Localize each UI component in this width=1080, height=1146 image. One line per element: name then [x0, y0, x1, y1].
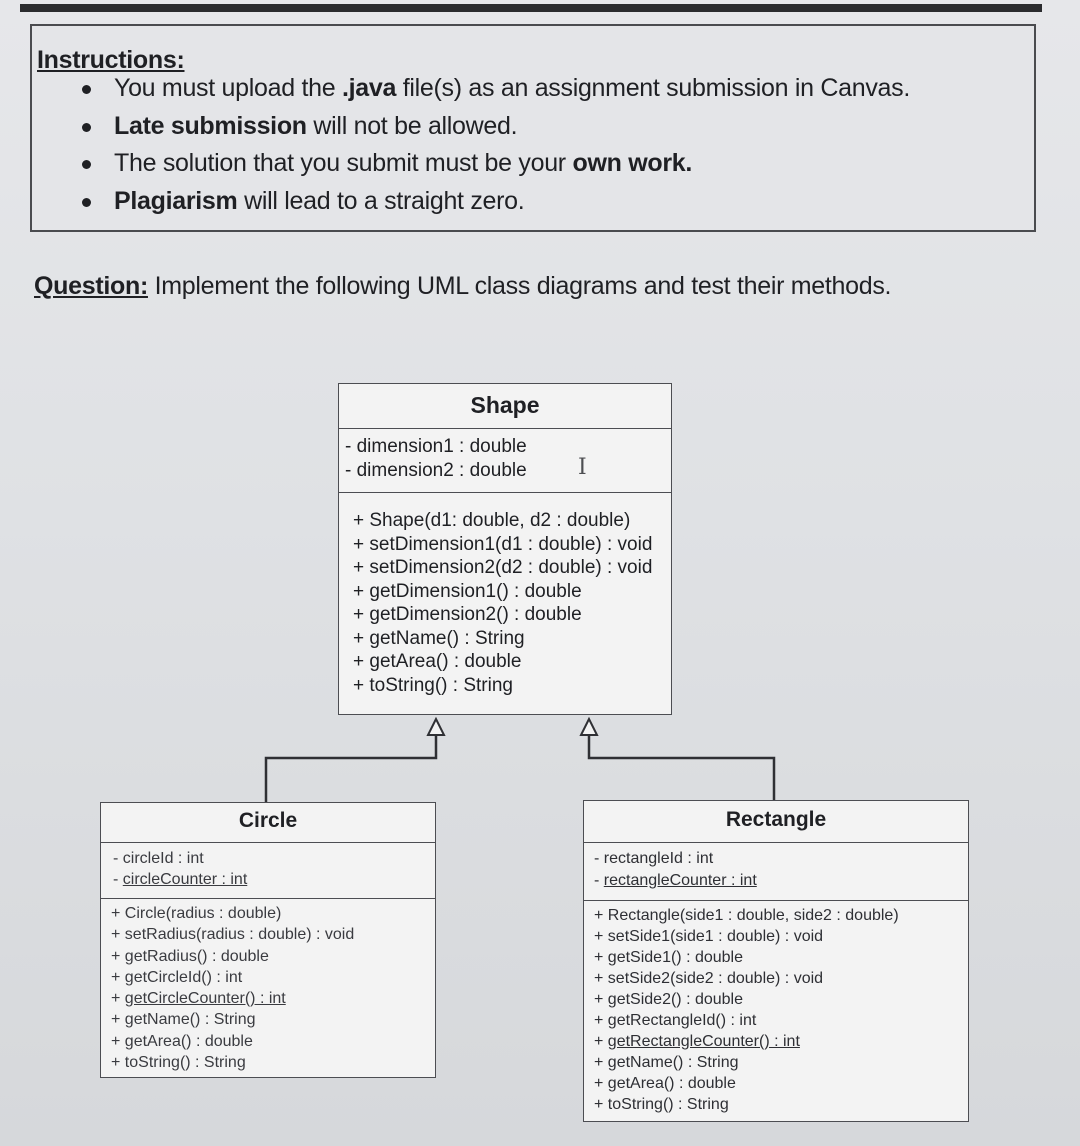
- shape-method: + getDimension1() : double: [353, 580, 582, 602]
- rectangle-inheritance-arrow-icon: [581, 719, 597, 735]
- question-text: Implement the following UML class diagrams and test their methods.: [147, 272, 892, 300]
- rectangle-method: + Rectangle(side1 : double, side2 : double): [594, 907, 899, 924]
- shape-method: + setDimension2(d2 : double) : void: [353, 557, 653, 578]
- shape-method: + getDimension2() : double: [353, 604, 582, 625]
- shape-method: + Shape(d1: double, d2 : double): [353, 510, 631, 531]
- shape-method: + setDimension1(d1 : double) : void: [353, 533, 653, 555]
- circle-method: + getArea() : double: [111, 1032, 253, 1050]
- shape-class-name: Shape: [339, 384, 671, 429]
- circle-inheritance-line: [266, 735, 436, 802]
- shape-method: + getArea() : double: [353, 651, 522, 672]
- rectangle-class-name: Rectangle: [584, 801, 968, 843]
- rectangle-attribute: - rectangleCounter : int: [594, 872, 757, 889]
- circle-method: + getCircleCounter() : int: [111, 990, 286, 1008]
- circle-method: + setRadius(radius : double) : void: [111, 926, 355, 944]
- shape-method: + toString() : String: [353, 674, 513, 696]
- circle-methods: [101, 899, 435, 1073]
- shape-class-box: [338, 383, 672, 715]
- rectangle-class-box: [583, 800, 969, 1122]
- circle-inheritance-arrow-icon: [428, 719, 444, 735]
- rectangle-methods: [584, 901, 968, 1115]
- instruction-item: Plagiarism will lead to a straight zero.: [82, 183, 910, 221]
- circle-attribute: - circleCounter : int: [113, 871, 248, 888]
- rectangle-method: + getRectangleId() : int: [594, 1012, 757, 1029]
- text-cursor-icon: I: [578, 455, 587, 480]
- circle-method: + toString() : String: [111, 1054, 246, 1072]
- circle-method: + getRadius() : double: [111, 947, 269, 965]
- circle-class-box: [100, 802, 436, 1078]
- circle-class-name: Circle: [101, 803, 435, 843]
- instruction-item: You must upload the .java file(s) as an assignment submission in Canvas.: [82, 70, 910, 108]
- rectangle-attribute: - rectangleId : int: [594, 850, 714, 867]
- circle-method: + getName() : String: [111, 1011, 256, 1029]
- rectangle-method: + setSide2(side2 : double) : void: [594, 970, 824, 987]
- question-label: Question:: [34, 272, 148, 300]
- rectangle-attributes: [584, 843, 968, 901]
- shape-attribute: - dimension1 : double: [345, 436, 527, 457]
- rectangle-method: + getSide1() : double: [594, 949, 743, 966]
- rectangle-method: + getSide2() : double: [594, 991, 743, 1008]
- rectangle-method: + getArea() : double: [594, 1075, 736, 1092]
- circle-attributes: [101, 843, 435, 899]
- instruction-item: The solution that you submit must be your own work.: [82, 145, 910, 183]
- circle-method: + Circle(radius : double): [111, 905, 282, 922]
- circle-method: + getCircleId() : int: [111, 968, 243, 986]
- rectangle-method: + getName() : String: [594, 1054, 739, 1071]
- shape-attribute: - dimension2 : double: [345, 460, 527, 481]
- rectangle-method: + toString() : String: [594, 1096, 729, 1113]
- rectangle-method: + setSide1(side1 : double) : void: [594, 928, 824, 945]
- rectangle-method: + getRectangleCounter() : int: [594, 1033, 800, 1050]
- shape-attributes: [339, 429, 671, 493]
- instructions-title: Instructions:: [37, 46, 185, 74]
- shape-methods: [339, 493, 671, 697]
- rectangle-inheritance-line: [589, 735, 774, 800]
- instruction-item: Late submission will not be allowed.: [82, 108, 910, 146]
- shape-method: + getName() : String: [353, 627, 525, 649]
- circle-attribute: - circleId : int: [113, 850, 204, 867]
